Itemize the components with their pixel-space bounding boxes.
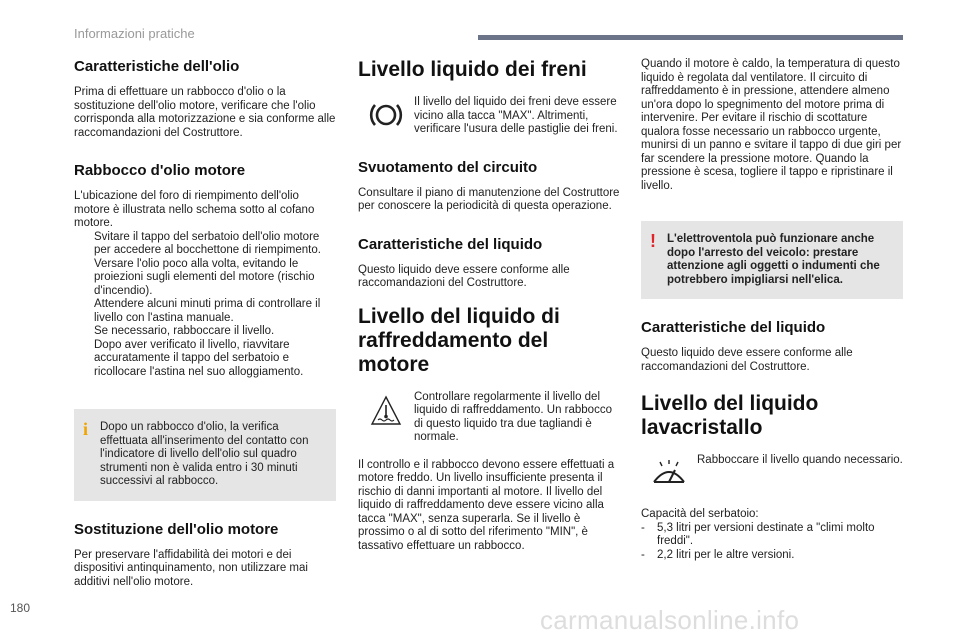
oil-refill-intro: L'ubicazione del foro di riempimento dell'olio motore è illustrata nello schema sotto al cofano motore. — [74, 190, 315, 229]
circuit-drain-title: Svuotamento del circuito — [358, 158, 538, 176]
list-item: - 2,2 litri per le altre versioni. — [641, 548, 795, 561]
list-item: Attendere alcuni minuti prima di controllare il livello con l'astina manuale. — [94, 298, 321, 324]
warning-box-text: L'elettroventola può funzionare anche dopo l'arresto del veicolo: prestare attenzione agli oggetti o indumenti che potrebbero impigliarsi nell'elica. — [667, 233, 880, 286]
brake-warning-icon — [369, 100, 403, 130]
oil-characteristics-title: Caratteristiche dell'olio — [74, 58, 240, 75]
page-number: 180 — [10, 601, 31, 615]
header-bar — [478, 35, 903, 40]
fluid-characteristics-text: Questo liquido deve essere conforme alle raccomandazioni del Costruttore. — [358, 263, 570, 289]
coolant-icon-text: Controllare regolarmente il livello del liquido di raffreddamento. Un rabbocco di questo liquido tra due tagliandi è normale. — [414, 390, 612, 443]
washer-icon-row — [641, 454, 903, 488]
section-label: Informazioni pratiche — [74, 26, 195, 41]
coolant-icon-row — [358, 391, 620, 445]
fluid-characteristics-text-2: Questo liquido deve essere conforme alle raccomandazioni del Costruttore. — [641, 347, 853, 373]
coolant-title: Livello del liquido di raffreddamento del motore — [358, 304, 560, 376]
fluid-characteristics-title: Caratteristiche del liquido — [358, 235, 543, 253]
fluid-characteristics-title-2: Caratteristiche del liquido — [641, 319, 826, 336]
info-box-text: Dopo un rabbocco d'olio, la verifica effettuata all'inserimento del contatto con l'indicatore di livello dell'olio sul quadro strumenti non è valida entro i 30 minuti successivi al rabbocco. — [100, 421, 309, 487]
list-item: Dopo aver verificato il livello, riavvitare accuratamente il tappo del serbatoio e ricollocare l'astina nel suo alloggiamento. — [94, 338, 304, 378]
list-item: Versare l'olio poco alla volta, evitando le proiezioni sugli elementi del motore (rischio d'incendio). — [94, 257, 315, 297]
column-right — [641, 58, 903, 562]
oil-refill-title: Rabbocco d'olio motore — [74, 162, 246, 179]
oil-replace-title: Sostituzione dell'olio motore — [74, 520, 279, 538]
oil-refill-steps — [74, 231, 336, 380]
info-box — [74, 409, 336, 501]
brake-icon-row — [358, 96, 620, 137]
coolant-text: Il controllo e il rabbocco devono essere effettuati a motore freddo. Un livello insufficiente presenta il rischio di danni importanti al motore. Il livello del liquido di raffreddamento deve essere vicino alla tacca "MAX", senza superarla. Se il livello è prossimo o al di sotto del riferimento "MIN", è tassativo effettuare un rabbocco. — [358, 458, 615, 552]
circuit-drain-text: Consultare il piano di manutenzione del Costruttore per conoscere la periodicità di questa operazione. — [358, 186, 620, 212]
washer-fluid-icon — [650, 458, 688, 488]
column-left — [74, 58, 336, 589]
list-item: Se necessario, rabboccare il livello. — [94, 325, 275, 337]
capacity-label: Capacità del serbatoio: — [641, 508, 759, 520]
warning-box — [641, 221, 903, 299]
warning-icon: ! — [650, 231, 656, 251]
hot-engine-text: Quando il motore è caldo, la temperatura di questo liquido è regolata dal ventilatore. Il circuito di raffreddamento è in pressione, attendere almeno un'ora dopo lo spegnimento del motore prima di intervenire. Per evitare il rischio di scottature qualora fosse necessario un rabbocco urgente, munirsi di un panno e svitare il tappo di due giri per far scendere la pressione motore. Quando la pressione è scesa, togliere il tappo e ripristinare il livello. — [641, 58, 902, 192]
info-icon: i — [83, 419, 89, 439]
washer-fluid-title: Livello del liquido lavacristallo — [641, 392, 819, 439]
washer-icon-text: Rabboccare il livello quando necessario. — [697, 454, 903, 466]
brake-fluid-title: Livello liquido dei freni — [358, 58, 587, 81]
coolant-temperature-icon — [370, 395, 402, 427]
watermark: carmanualsonline.info — [540, 605, 800, 635]
capacity-list — [641, 522, 903, 563]
brake-fluid-text: Il livello del liquido dei freni deve essere vicino alla tacca "MAX". Altrimenti, verificare l'usura delle pastiglie dei freni. — [414, 96, 618, 135]
oil-characteristics-text: Prima di effettuare un rabbocco d'olio o la sostituzione dell'olio motore, verificare che l'olio corrisponda alla motorizzazione e sia conforme alle raccomandazioni del Costruttore. — [74, 86, 336, 139]
oil-replace-text: Per preservare l'affidabilità dei motori e dei dispositivi antinquinamento, non utilizzare mai additivi nell'olio motore. — [74, 548, 308, 588]
list-item: Svitare il tappo del serbatoio dell'olio motore per accedere al bocchettone di riempimento. — [94, 230, 321, 256]
column-middle — [358, 58, 620, 553]
list-item: - 5,3 litri per versioni destinate a "climi molto freddi". — [641, 521, 875, 547]
